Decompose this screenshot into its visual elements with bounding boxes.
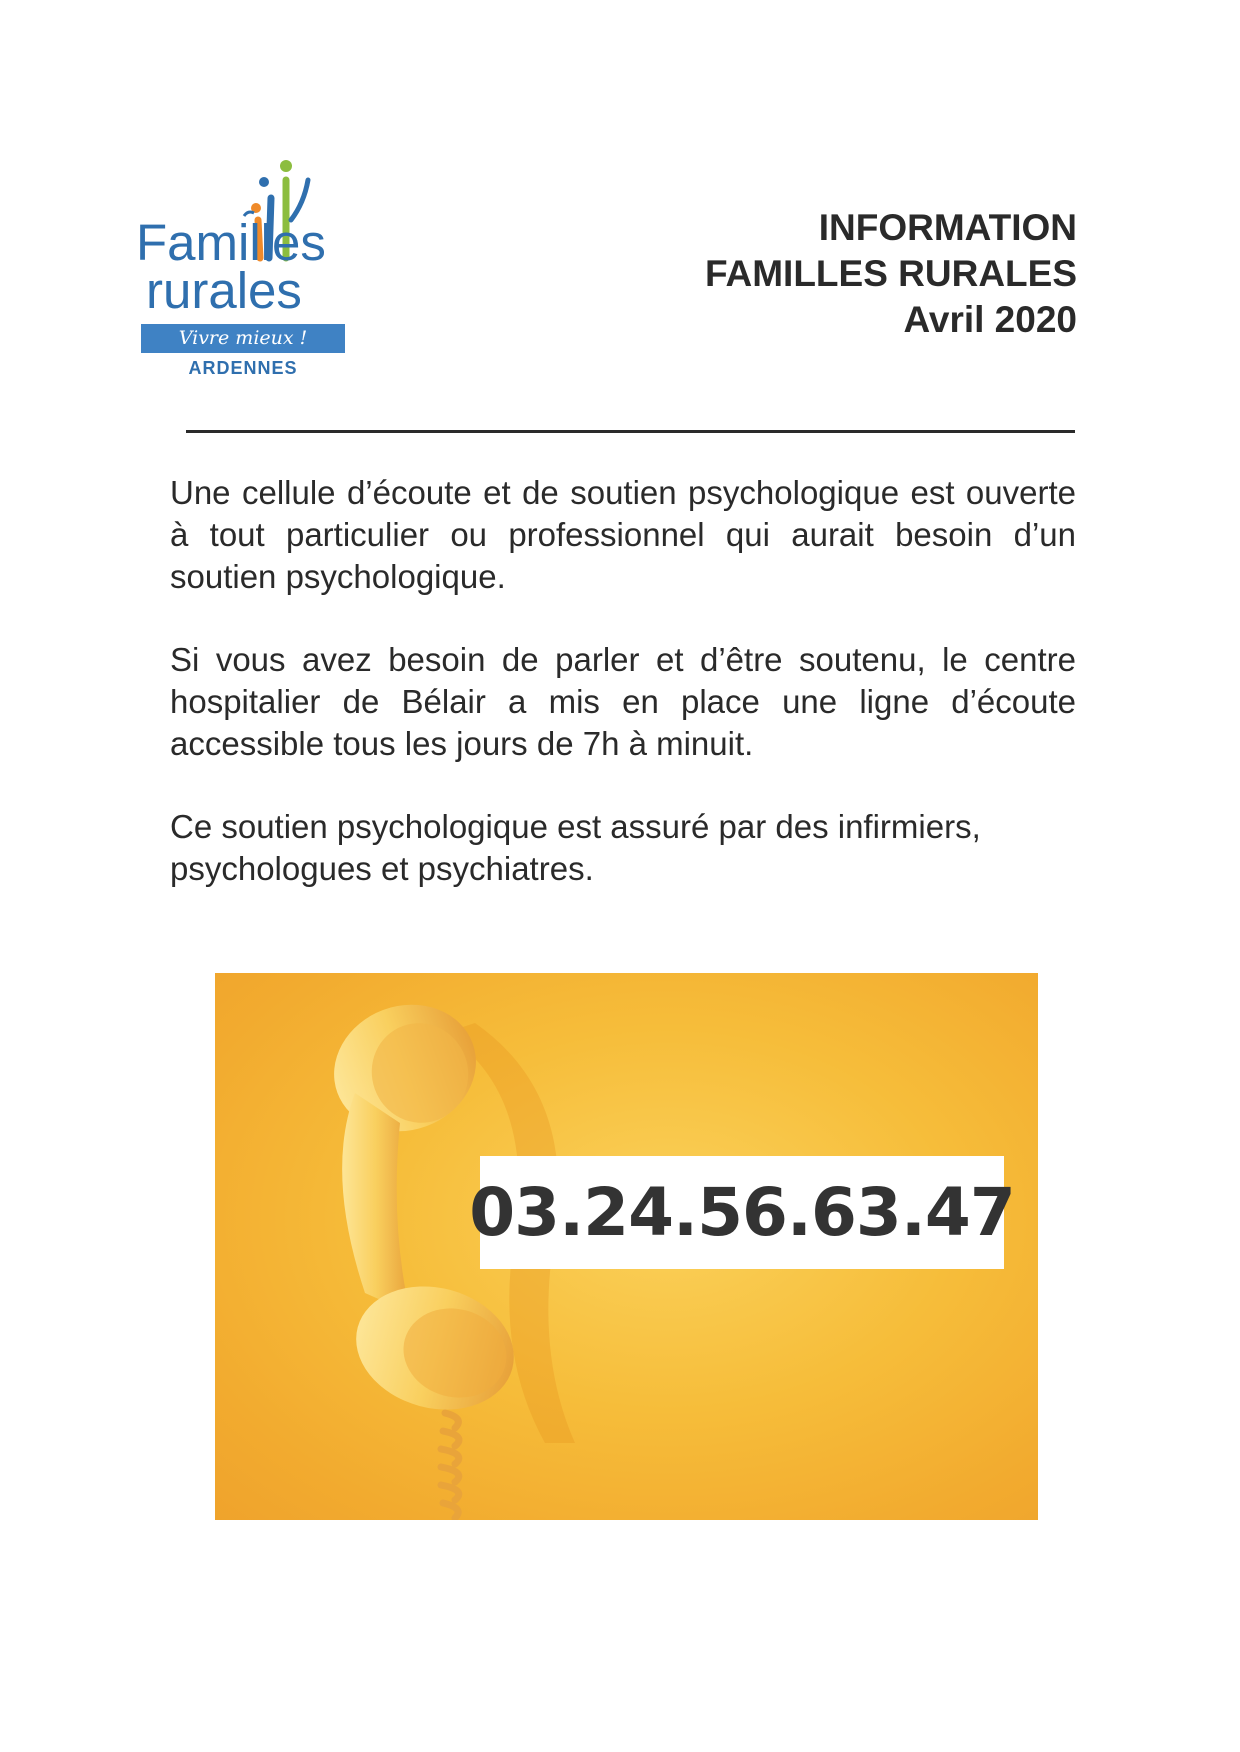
heading-line-information: INFORMATION [818,207,1077,248]
heading-date: Avril 2020 [903,299,1077,340]
phone-number: 03.24.56.63.47 [469,1174,1015,1251]
logo-tagline: Vivre mieux ! [141,324,345,353]
phone-number-box [469,1156,1015,1269]
logo-word-familles: Familles [136,214,326,271]
logo-region: ARDENNES [188,358,298,378]
logo-word-rurales: rurales [146,262,302,319]
paragraph-hospital-line: Si vous avez besoin de parler et d’être soutenu, le centre hospitalier de Bélair a mis en place une ligne d’écoute accessible tous les jours de 7h à minuit. [170,641,1076,762]
header-divider [186,430,1075,433]
paragraph-staff: Ce soutien psychologique est assuré par des infirmiers, psychologues et psychiatres. [170,808,981,887]
logo [136,158,358,388]
logo-figure-head-green [280,160,292,172]
heading-line-organisation: FAMILLES RURALES [704,253,1077,294]
telephone-photo [215,973,1038,1520]
logo-figure-head-blue [259,177,269,187]
paragraph-listening-cell: Une cellule d’écoute et de soutien psychologique est ouverte à tout particulier ou professionnel qui aurait besoin d’un soutien psychologique. [170,474,1076,595]
body-text [170,472,1076,931]
document-heading [705,205,1077,343]
logo-mark [136,158,358,323]
